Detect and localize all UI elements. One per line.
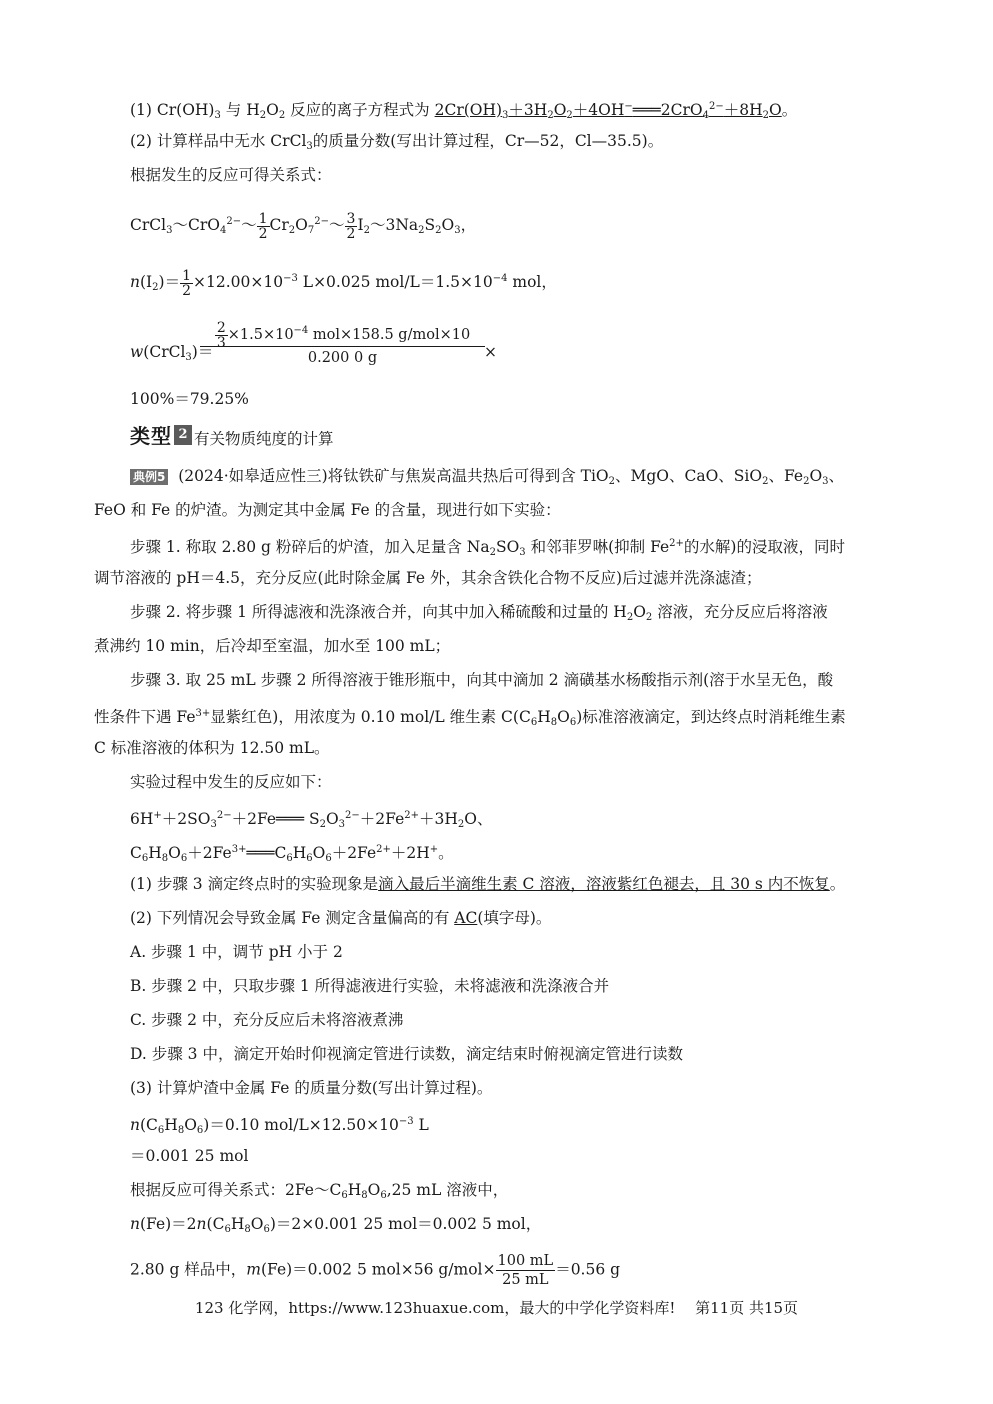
reaction-1: $6H^++2SO_3^{2-}+2Fe═══$ $S_2O_3^{2-}+2Fe^{2+}+3H_2O$、 [130,810,493,830]
sub-question-1: (1) 步骤 3 滴定终点时的实验现象是滴入最后半滴维生素 C 溶液，溶液紫红色褪去，且 30 s 内不恢复。 [130,875,846,893]
sub-answer-1: 滴入最后半滴维生素 C 溶液，溶液紫红色褪去，且 30 s 内不恢复 [378,875,830,893]
reaction-2: $C_6H_8O_6+2Fe^{3+}═══C_6H_6O_6+2Fe^{2+}+2H^+$。 [130,844,454,864]
calc2-line-3: 根据反应可得关系式：$2Fe\sim C_6H_8O_6,25$ mL 溶液中， [130,1181,509,1201]
example-line-2: FeO 和 Fe 的炉渣。为测定其中金属 Fe 的含量，现进行如下实验： [94,501,561,519]
section-title: 有关物质纯度的计算 [194,429,334,448]
step1-line-2: 调节溶液的 pH＝4.5，充分反应(此时除金属 Fe 外，其余含铁化合物不反应)后过滤并洗涤滤渣； [94,569,762,587]
sub-answer-2: AC [454,909,478,927]
example-line-1: 典例5 (2024·如皋适应性三)将钛铁矿与焦炭高温共热后可得到含 TiO$_2$、MgO、CaO、SiO$_2$、$Fe_2O_3$、 [130,466,844,492]
page-footer: 123 化学网，https://www.123huaxue.com，最大的中学化学资料库! 第11页 共15页 [194,1299,799,1317]
relation-intro: 根据发生的反应可得关系式： [130,166,332,184]
section-heading [130,420,334,449]
option-b: B. 步骤 2 中，只取步骤 1 所得滤液进行实验，未将滤液和洗涤液合并 [130,977,610,995]
example-tag: 典例5 [130,469,168,485]
option-a: A. 步骤 1 中，调节 pH 小于 2 [130,943,343,961]
reactions-intro: 实验过程中发生的反应如下： [130,773,332,791]
calc2-line-4: $n(Fe)=2n(C_6H_8O_6)=2\times 0.001$ 25 mol＝0.002 5 mol， [130,1215,542,1235]
relation-formula: CrCl$_3$～CrO$_4^{2-}$～ $\frac{1}{2}$ $Cr_2O_7^{2-}\sim$ $\frac{3}{2}$ $I_2\sim 3Na_2S_2O_3$， [130,210,477,242]
section-label: 类型 [130,424,172,448]
step1-line-1: 步骤 1. 称取 2.80 g 粉碎后的炉渣，加入足量含 $Na_2SO_3$ 和邻菲罗啉(抑制 $Fe^{2+}$的水解)的浸取液，同时 [130,538,845,558]
answer-equation: $2Cr(OH)_3+3H_2O_2+4OH^-═══2CrO_4^{2-}+8H_2O$ [434,101,782,121]
times-sign: × [484,343,497,361]
calc2-line-5: 2.80 g 样品中，m(Fe)＝0.002 5 mol×56 g/mol× $\frac{100 mL}{25 mL}$ ＝0.56 g [130,1253,621,1288]
step2-line-1: 步骤 2. 将步骤 1 所得滤液和洗涤液合并，向其中加入稀硫酸和过量的 $H_2O_2$ 溶液，充分反应后将溶液 [130,603,828,623]
question-1-line: (1) $Cr(OH)_3$ 与 $H_2O_2$ 反应的离子方程式为 $2Cr(OH)_3+3H_2O_2+4OH^-═══2CrO_4^{2-}+8H_2O$。 [130,101,798,121]
option-d: D. 步骤 3 中，滴定开始时仰视滴定管进行读数，滴定结束时俯视滴定管进行读数 [130,1045,683,1063]
step3-line-2: 性条件下遇 $Fe^{3+}$显紫红色)，用浓度为 0.10 mol/L 维生素 $C(C_6H_8O_6)$标准溶液滴定，到达终点时消耗维生素 [94,708,846,728]
w-crcl3-fraction: $\frac{2}{3}$ $\times 1.5\times 10^{-4}$ mol×158.5 g/mol×10 0.200 0 g [200,316,485,369]
option-c: C. 步骤 2 中，充分反应后未将溶液煮沸 [130,1011,404,1029]
question-2-line: (2) 计算样品中无水 CrCl$_3$的质量分数(写出计算过程，Cr—52，Cl—35.5)。 [130,132,664,152]
w-crcl3-label: w(CrCl$_3$)＝ [130,343,214,363]
n-i2-formula: $n(I_2)=$ $\frac{1}{2}$ $\times 12.00\times 10^{-3}$ L×0.025 mol/$L=1.5\times 10^{-4}$ mol， [130,267,557,299]
sub-question-2: (2) 下列情况会导致金属 Fe 测定含量偏高的有 AC(填字母)。 [130,909,552,927]
step2-line-2: 煮沸约 10 min，后冷却至室温，加水至 100 mL； [94,637,451,655]
section-number: 2 [174,425,192,445]
sub-question-3: (3) 计算炉渣中金属 Fe 的质量分数(写出计算过程)。 [130,1079,493,1097]
step3-line-1: 步骤 3. 取 25 mL 步骤 2 所得溶液于锥形瓶中，向其中滴加 2 滴磺基水杨酸指示剂(溶于水呈无色，酸 [130,671,834,689]
calc2-line-2: ＝0.001 25 mol [130,1147,249,1165]
percent-result: 100%＝79.25% [130,390,249,408]
step3-line-3: C 标准溶液的体积为 12.50 mL。 [94,739,330,757]
calc2-line-1: $n(C_6H_8O_6)=0.10$ mol/$L\times 12.50\times 10^{-3}$ L [130,1116,429,1136]
